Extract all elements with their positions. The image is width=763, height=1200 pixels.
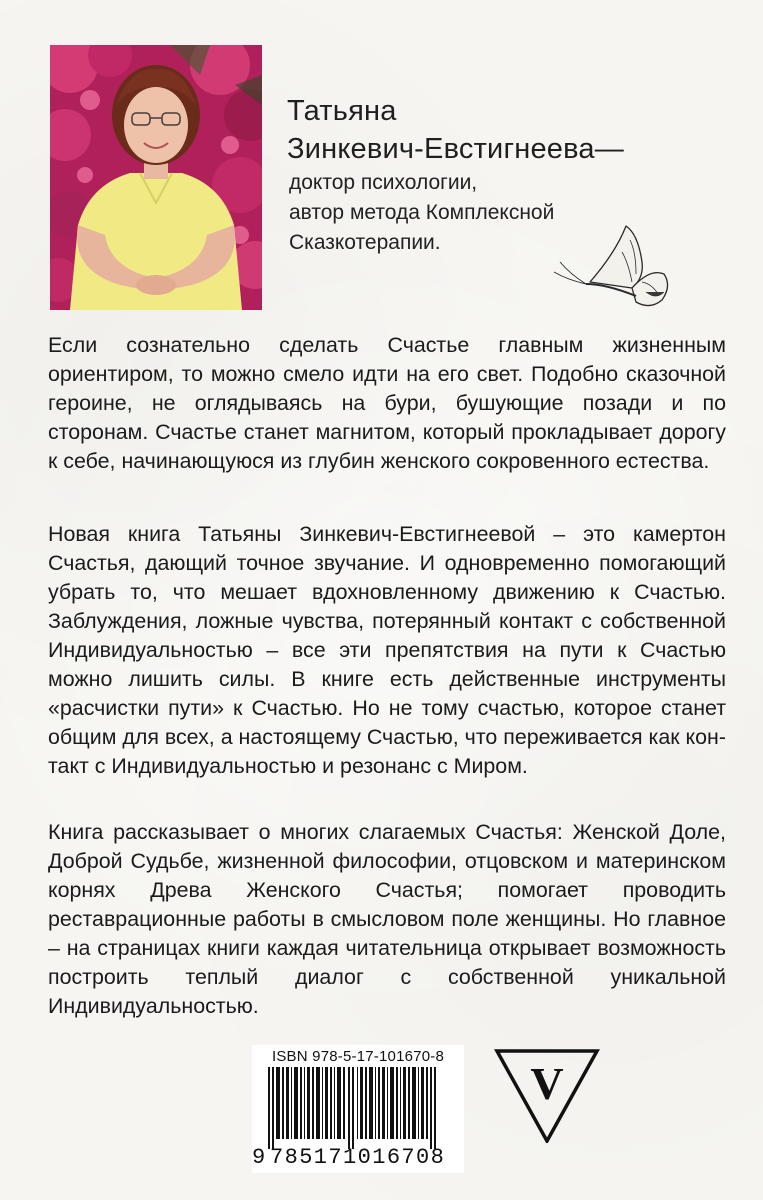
ean-digits: 785171016708: [270, 1145, 446, 1170]
description-paragraph-3: Книга рассказывает о многих слагаемых Счастья: Женской Доле, Доброй Судьбе, жизненной философии, отцовском и материнском корнях Древа Женского Счастья; помогает проводить реставрационные работы в смысловом поле женщины. Но главное – на страницах книги каждая читательница открывает возможность построить теплый диалог с собственной уникальной Индивидуальностью.: [48, 820, 726, 1018]
publisher-logo-letter: V: [530, 1058, 564, 1109]
isbn-barcode: [252, 1045, 464, 1173]
author-desc-line3: Сказкотерапии.: [289, 231, 441, 254]
author-last-name: Зинкевич-Евстигнеева—: [287, 133, 624, 165]
barcode-bars: [260, 1067, 456, 1149]
publisher-logo: [493, 1047, 601, 1143]
isbn-label: ISBN 978-5-17-101670-8: [271, 1048, 444, 1065]
author-desc-line2: автор метода Комплексной: [289, 201, 555, 224]
description-paragraph-1: Если сознательно сделать Счастье главным жизненным ориентиром, то можно смело идти на его свет. Подобно сказочной героине, не оглядываясь на бури, бушующие позади и по сторонам. Счастье станет магнитом, который прокладывает дорогу к себе, начинающуюся из глубин женского сокровенного естества.: [48, 333, 726, 473]
ean-first-digit: 9: [252, 1145, 266, 1170]
author-desc-line1: доктор психологии,: [289, 171, 478, 194]
description-paragraph-2: Новая книга Татьяны Зинкевич-Евстигнеевой – это камертон Счастья, дающий точное звучание. И одновременно помогающий убрать то, что мешает вдохновленному движению к Счастью. Заблуждения, ложные чувства, потерянный контакт с собственной Индивидуальностью – все эти препятствия на пути к Счастью можно лишить силы. В книге есть действенные инструменты «расчистки пути» к Счастью. Но не тому счастью, которое станет общим для всех, а настоящему Счастью, что переживается как контакт с Индивидуальностью и резонанс с Миром.: [48, 522, 726, 778]
butterfly-illustration: [546, 222, 674, 310]
author-photo: [50, 45, 262, 310]
author-first-name: Татьяна: [287, 95, 397, 127]
